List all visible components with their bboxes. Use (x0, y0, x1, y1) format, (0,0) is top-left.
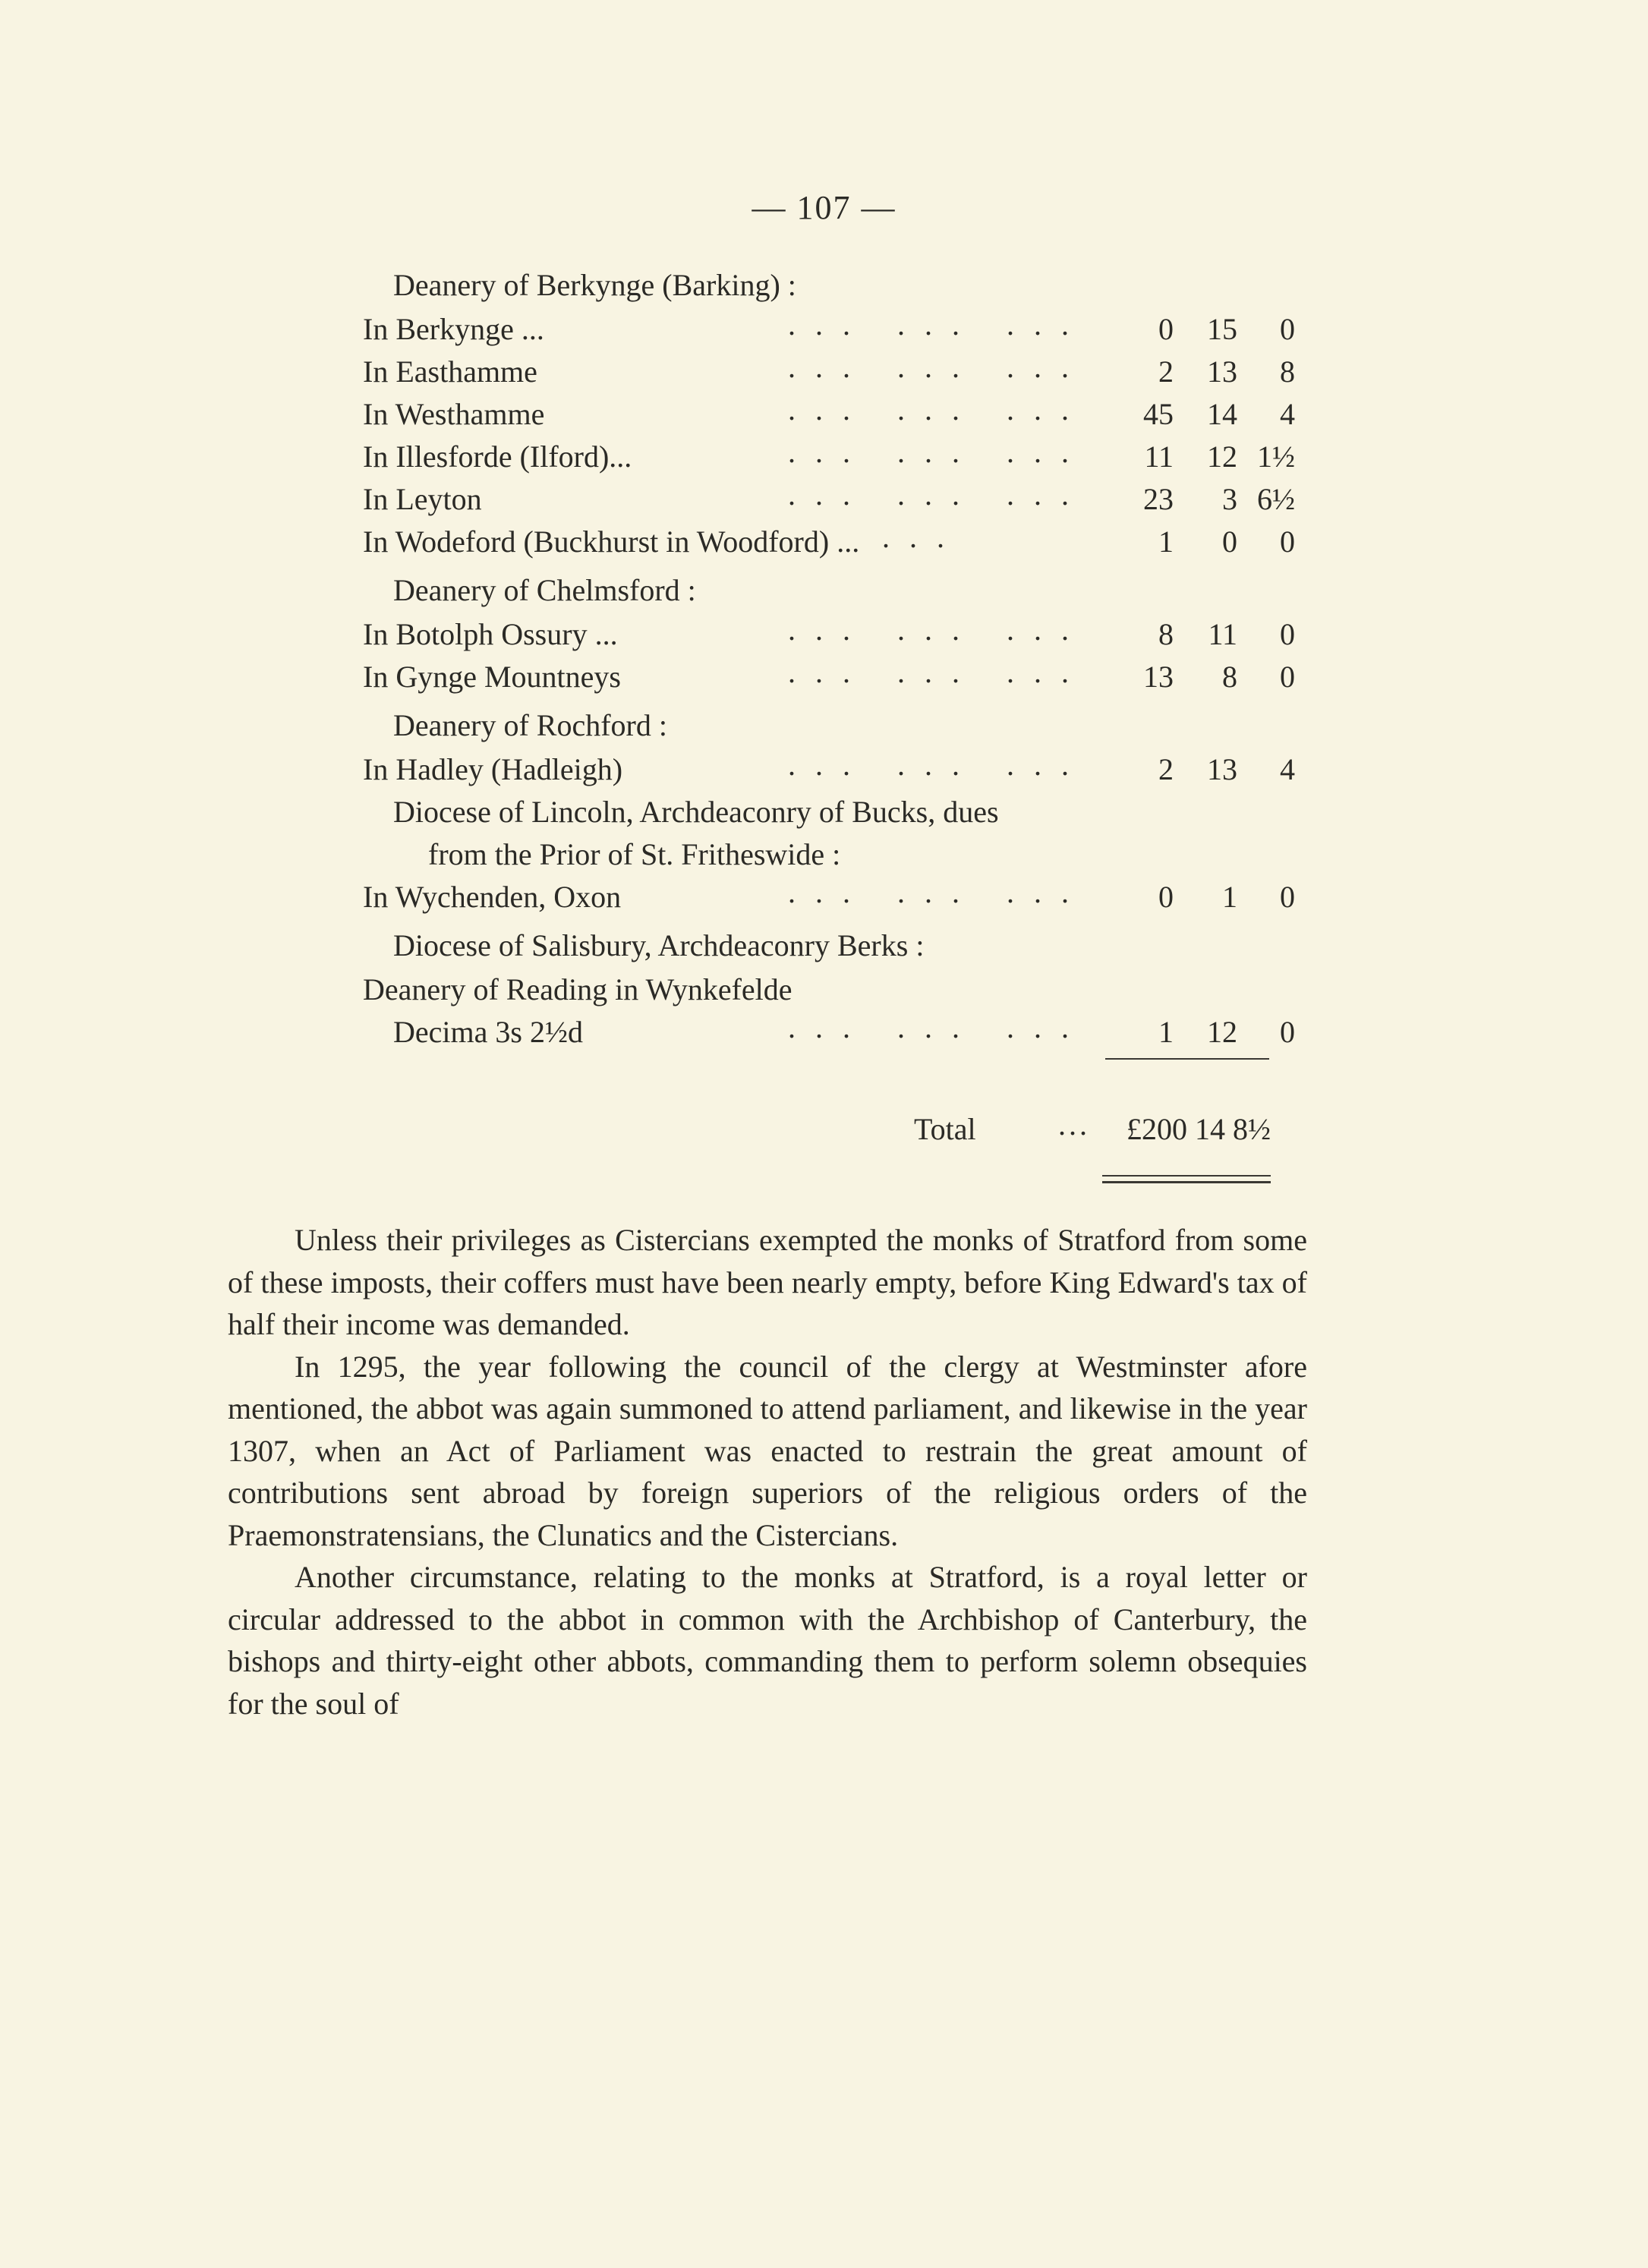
ledger-label: In Wodeford (Buckhurst in Woodford) ... (363, 524, 860, 559)
pounds-cell: 45 (1143, 397, 1174, 431)
shillings-cell: 3 (1222, 482, 1237, 516)
shillings-cell: 0 (1222, 524, 1237, 559)
ledger-heading (363, 791, 1297, 833)
total-row (0, 1107, 1648, 1157)
shillings-cell: 12 (1207, 1015, 1237, 1049)
pounds-cell: 8 (1158, 617, 1174, 651)
dot-leader: ... ... ... (788, 613, 1089, 647)
ledger-label: from the Prior of St. Fritheswide : (428, 837, 841, 871)
total-label: Total (914, 1112, 976, 1146)
ledger-entry (363, 393, 1297, 436)
pence-cell: 4 (1280, 752, 1295, 786)
ledger-label: In Botolph Ossury ... (363, 617, 618, 651)
pence-cell: 0 (1280, 1015, 1295, 1049)
ledger-label: Deanery of Reading in Wynkefelde (363, 972, 792, 1006)
shillings-cell: 15 (1207, 312, 1237, 346)
ledger-entry (363, 351, 1297, 393)
total-double-rule-lower (1102, 1181, 1271, 1183)
pence-cell: 0 (1280, 880, 1295, 914)
shillings-cell: 13 (1207, 752, 1237, 786)
ledger-entry (363, 656, 1297, 698)
dot-leader: ... ... ... (788, 307, 1089, 342)
shillings-cell: 11 (1208, 617, 1237, 651)
ledger-entry (363, 436, 1297, 478)
pounds-cell: 2 (1158, 752, 1174, 786)
shillings-cell: 12 (1207, 439, 1237, 474)
pounds-cell: 2 (1158, 354, 1174, 389)
total-dot-leader: ... (1058, 1107, 1090, 1142)
page-number: — 107 — (752, 189, 896, 226)
ledger-label: In Berkynge ... (363, 312, 544, 346)
pounds-cell: 0 (1158, 880, 1174, 914)
pounds-cell: 13 (1143, 660, 1174, 694)
ledger-label: In Wychenden, Oxon (363, 880, 622, 914)
ledger-entry (363, 478, 1297, 521)
pence-cell: 0 (1280, 312, 1295, 346)
total-value: £200 14 8½ (1127, 1112, 1271, 1146)
pence-cell: 0 (1280, 617, 1295, 651)
pence-cell: 4 (1280, 397, 1295, 431)
dot-leader: ... ... ... (788, 392, 1089, 427)
ledger-label: Diocese of Lincoln, Archdeaconry of Bucks, dues (393, 795, 999, 829)
ledger-label: In Gynge Mountneys (363, 660, 621, 694)
pence-cell: 8 (1280, 354, 1295, 389)
paragraph: Unless their privileges as Cistercians exempted the monks of Stratford from some of these imposts, their coffers must have been nearly empty, before King Edward's tax of half their income was demanded. (228, 1223, 1307, 1341)
body-text (228, 1219, 1307, 1725)
paragraph: Another circumstance, relating to the monks at Stratford, is a royal letter or circular addressed to the abbot in common with the Archbishop of Canterbury, the bishops and thirty-eight other abbots, commanding them to perform solemn obsequies for the soul of (228, 1560, 1307, 1721)
ledger-label: In Hadley (Hadleigh) (363, 752, 623, 786)
ledger-heading (363, 923, 1297, 969)
pounds-cell: 1 (1158, 524, 1174, 559)
sum-rule (1105, 1058, 1269, 1060)
pounds-cell: 1 (1158, 1015, 1174, 1049)
shillings-cell: 13 (1207, 354, 1237, 389)
dot-leader: ... ... ... (788, 435, 1089, 469)
ledger-heading (363, 1011, 1297, 1054)
ledger-label: In Westhamme (363, 397, 545, 431)
ledger-heading (363, 833, 1297, 876)
pounds-cell: 11 (1144, 439, 1174, 474)
total-double-rule-upper (1102, 1175, 1271, 1177)
ledger-label: Decima 3s 2½d (393, 1015, 583, 1049)
ledger-heading (363, 703, 1297, 748)
shillings-cell: 1 (1222, 880, 1237, 914)
ledger-label: Deanery of Berkynge (Barking) : (393, 268, 796, 302)
shillings-cell: 8 (1222, 660, 1237, 694)
ledger-entry (363, 308, 1297, 351)
dot-leader: ... ... ... (788, 1010, 1089, 1044)
pounds-cell: 0 (1158, 312, 1174, 346)
pence-cell: 0 (1280, 660, 1295, 694)
pounds-cell: 23 (1143, 482, 1174, 516)
ledger-label: Diocese of Salisbury, Archdeaconry Berks : (393, 928, 925, 962)
ledger-label: Deanery of Chelmsford : (393, 573, 696, 607)
ledger-heading (363, 263, 1297, 308)
pence-cell: 1½ (1257, 439, 1295, 474)
pence-cell: 0 (1280, 524, 1295, 559)
ledger-heading (363, 969, 1297, 1011)
ledger-entry (363, 876, 1297, 918)
ledger-entry (363, 521, 1297, 563)
pence-cell: 6½ (1257, 482, 1295, 516)
dot-leader: ... ... ... (788, 477, 1089, 512)
dot-leader: ... ... ... (788, 655, 1089, 689)
ledger-label: In Easthamme (363, 354, 537, 389)
ledger-label: Deanery of Rochford : (393, 708, 667, 742)
ledger-label: In Leyton (363, 482, 482, 516)
shillings-cell: 14 (1207, 397, 1237, 431)
ledger-heading (363, 568, 1297, 613)
dot-leader: ... (882, 520, 964, 554)
dot-leader: ... ... ... (788, 875, 1089, 909)
ledger-label: In Illesforde (Ilford)... (363, 439, 632, 474)
ledger-table (363, 258, 1297, 1054)
paragraph: In 1295, the year following the council of the clergy at Westminster afore mentioned, the abbot was again summoned to attend parliament, and likewise in the year 1307, when an Act of Parliament was enacted to restrain the great amount of contributions sent abroad by foreign superiors of the religious orders of the Praemonstratensians, the Clunatics and the Cistercians. (228, 1349, 1307, 1552)
ledger-entry (363, 613, 1297, 656)
ledger-entry (363, 748, 1297, 791)
dot-leader: ... ... ... (788, 350, 1089, 384)
dot-leader: ... ... ... (788, 748, 1089, 782)
